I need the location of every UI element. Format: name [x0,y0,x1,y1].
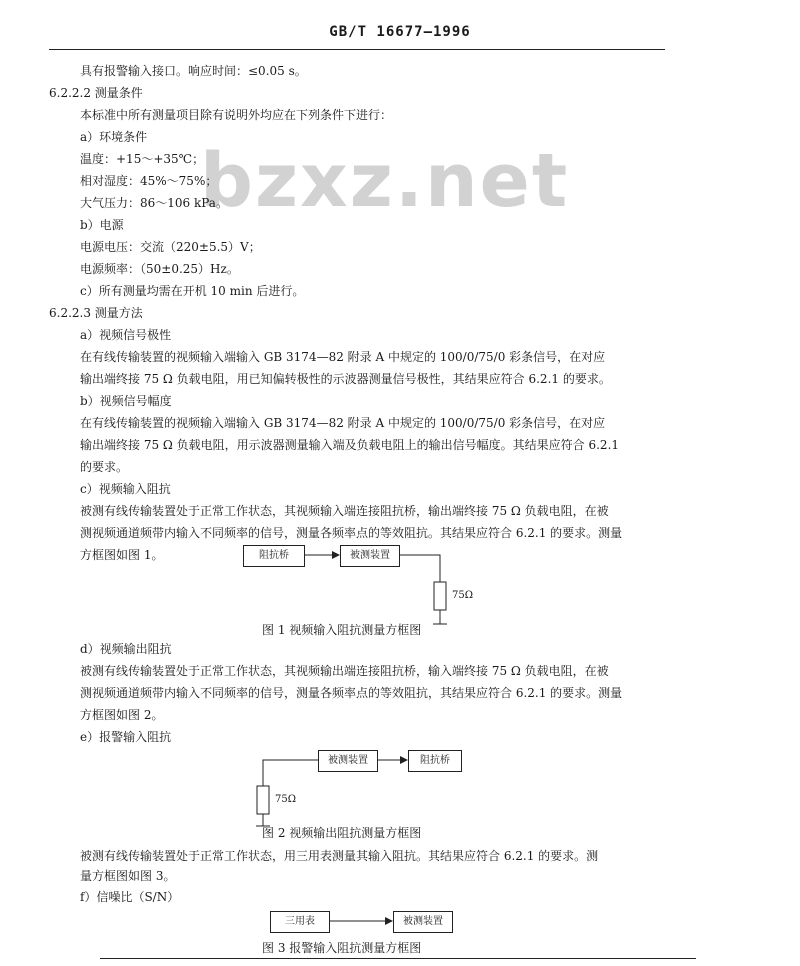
list-item: d）视频输出阻抗 [80,642,172,656]
multimeter-box: 三用表 [270,911,330,933]
body-line: 电源电压：交流（220±5.5）V； [80,240,261,254]
standard-header: GB/T 16677—1996 [329,24,471,40]
body-line: 输出端终接 75 Ω 负载电阻，用已知偏转极性的示波器测量信号极性，其结果应符合 6.2.1 的要求。 [80,372,611,386]
body-line: 相对湿度：45%～75%； [80,174,218,188]
body-line: 本标准中所有测量项目除有说明外均应在下列条件下进行： [80,108,393,122]
device-under-test-box: 被测装置 [318,750,378,772]
list-item: a）环境条件 [80,130,148,144]
body-line: 的要求。 [80,460,129,474]
body-line: 温度：+15～+35℃； [80,152,205,166]
body-line: 测视频通道频带内输入不同频率的信号，测量各频率点的等效阻抗。其结果应符合 6.2.1 的要求。测量 [80,526,623,540]
device-under-test-box: 被测装置 [393,911,453,933]
list-item: f）信噪比（S/N） [80,890,180,904]
impedance-bridge-box: 阻抗桥 [408,750,462,772]
section-heading: 6.2.2.2 测量条件 [49,86,143,100]
impedance-bridge-box: 阻抗桥 [243,545,305,567]
list-item: e）报警输入阻抗 [80,730,172,744]
body-line: 具有报警输入接口。响应时间：≤0.05 s。 [80,64,307,78]
body-line: 方框图如图 1。 [80,548,164,562]
body-line: 量方框图如图 3。 [80,869,176,883]
body-line: 方框图如图 2。 [80,708,164,722]
body-line: 被测有线传输装置处于正常工作状态，其视频输入端连接阻抗桥，输出端终接 75 Ω 负载电阻，在被 [80,504,609,518]
resistor-label: 75Ω [275,794,297,805]
list-item: b）电源 [80,218,124,232]
bottom-rule [100,958,696,959]
body-line: 在有线传输装置的视频输入端输入 GB 3174—82 附录 A 中规定的 100/0/75/0 彩条信号，在对应 [80,350,606,364]
body-line: 测视频通道频带内输入不同频率的信号，测量各频率点的等效阻抗，其结果应符合 6.2.1 的要求。测量 [80,686,623,700]
body-line: 被测有线传输装置处于正常工作状态，用三用表测量其输入阻抗。其结果应符合 6.2.1 的要求。测 [80,849,599,863]
list-item: b）视频信号幅度 [80,394,172,408]
figure-2-caption: 图 2 视频输出阻抗测量方框图 [262,826,422,840]
figure-1-caption: 图 1 视频输入阻抗测量方框图 [262,623,422,637]
resistor-label: 75Ω [452,590,474,601]
body-line: 输出端终接 75 Ω 负载电阻，用示波器测量输入端及负载电阻上的输出信号幅度。其结果应符合 6.2.1 [80,438,620,452]
list-item: a）视频信号极性 [80,328,172,342]
body-line: 电源频率：（50±0.25）Hz。 [80,262,239,276]
device-under-test-box: 被测装置 [340,545,400,567]
body-line: 大气压力：86～106 kPa。 [80,196,228,210]
body-line: 被测有线传输装置处于正常工作状态，其视频输出端连接阻抗桥，输入端终接 75 Ω 负载电阻，在被 [80,664,609,678]
watermark: bzxz.net [200,138,570,224]
list-item: c）所有测量均需在开机 10 min 后进行。 [80,284,305,298]
body-line: 在有线传输装置的视频输入端输入 GB 3174—82 附录 A 中规定的 100/0/75/0 彩条信号，在对应 [80,416,606,430]
figure-3-caption: 图 3 报警输入阻抗测量方框图 [262,941,422,955]
list-item: c）视频输入阻抗 [80,482,171,496]
section-heading: 6.2.2.3 测量方法 [49,306,143,320]
